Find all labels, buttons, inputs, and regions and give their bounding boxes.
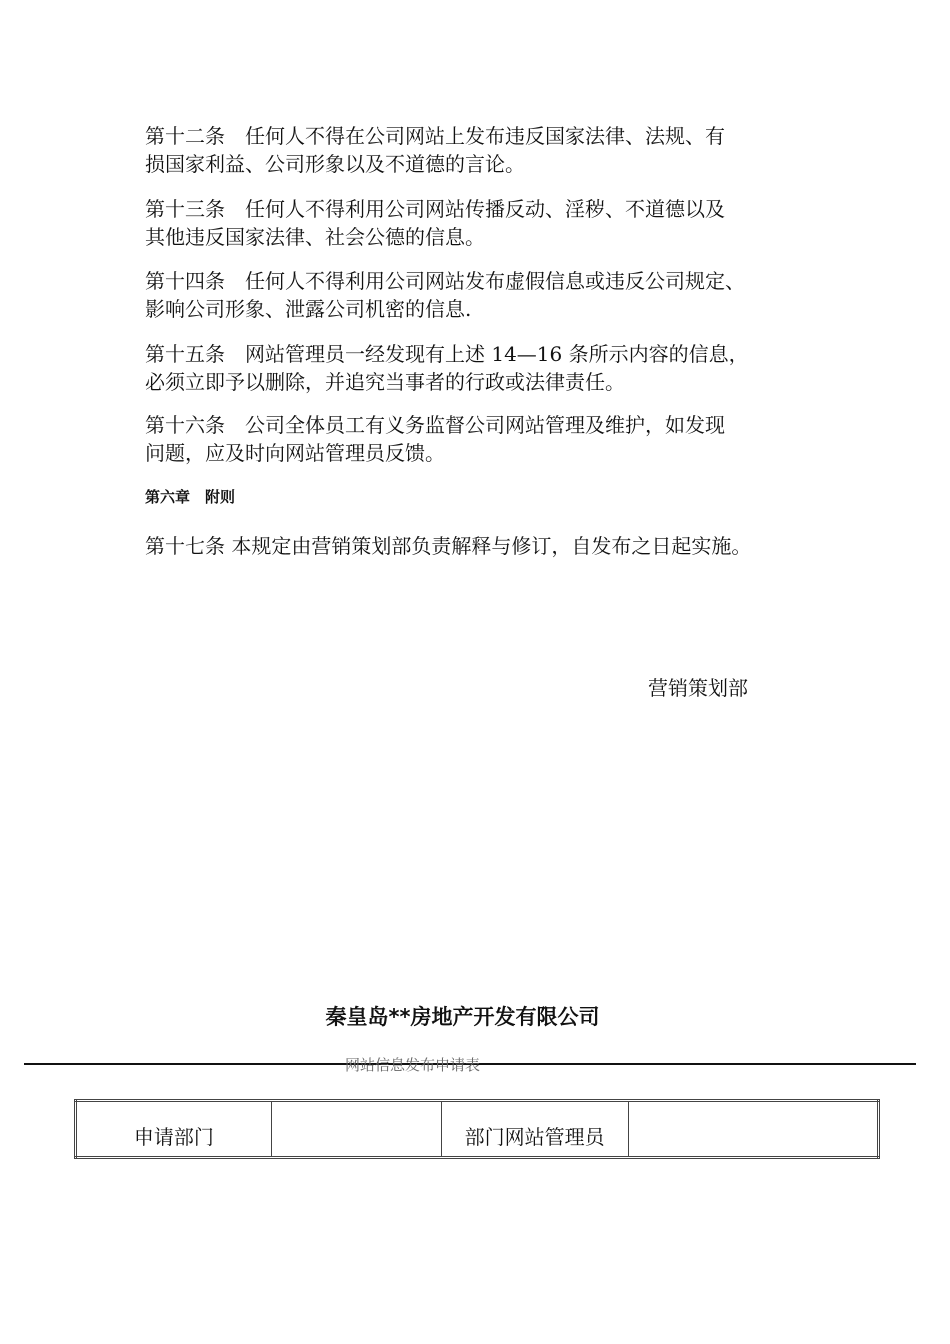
form-title: 网站信息发布申请表 [345,1056,481,1074]
article-14 [145,267,825,323]
article-17 [145,532,825,560]
article-13-line-1: 第十三条 任何人不得利用公司网站传播反动、淫秽、不道德以及 [145,197,725,221]
chapter-heading: 第六章 附则 [145,488,236,506]
signature: 营销策划部 [648,676,748,700]
article-16 [145,411,825,467]
article-14-line-1: 第十四条 任何人不得利用公司网站发布虚假信息或违反公司规定、 [145,269,745,293]
article-17-text: 第十七条 本规定由营销策划部负责解释与修订，自发布之日起实施。 [145,534,752,558]
article-16-line-2: 问题，应及时向网站管理员反馈。 [145,441,445,465]
company-name: 秦皇岛**房地产开发有限公司 [325,1005,600,1029]
article-12-line-2: 损国家利益、公司形象以及不道德的言论。 [145,152,525,176]
department-web-admin-label: 部门网站管理员 [441,1101,628,1158]
applicant-department-field[interactable] [271,1101,441,1158]
article-15-line-1: 第十五条 网站管理员一经发现有上述 14—16 条所示内容的信息， [145,342,749,366]
application-form-table [74,1099,880,1159]
applicant-department-label: 申请部门 [76,1101,272,1158]
article-15-line-2: 必须立即予以删除，并追究当事者的行政或法律责任。 [145,370,625,394]
article-16-line-1: 第十六条 公司全体员工有义务监督公司网站管理及维护，如发现 [145,413,725,437]
department-web-admin-field[interactable] [628,1101,878,1158]
article-15 [145,340,825,396]
article-14-line-2: 影响公司形象、泄露公司机密的信息. [145,297,472,321]
article-13-line-2: 其他违反国家法律、社会公德的信息。 [145,225,485,249]
article-13 [145,195,825,251]
article-12-line-1: 第十二条 任何人不得在公司网站上发布违反国家法律、法规、有 [145,124,725,148]
table-row [76,1101,879,1158]
article-12 [145,122,825,178]
